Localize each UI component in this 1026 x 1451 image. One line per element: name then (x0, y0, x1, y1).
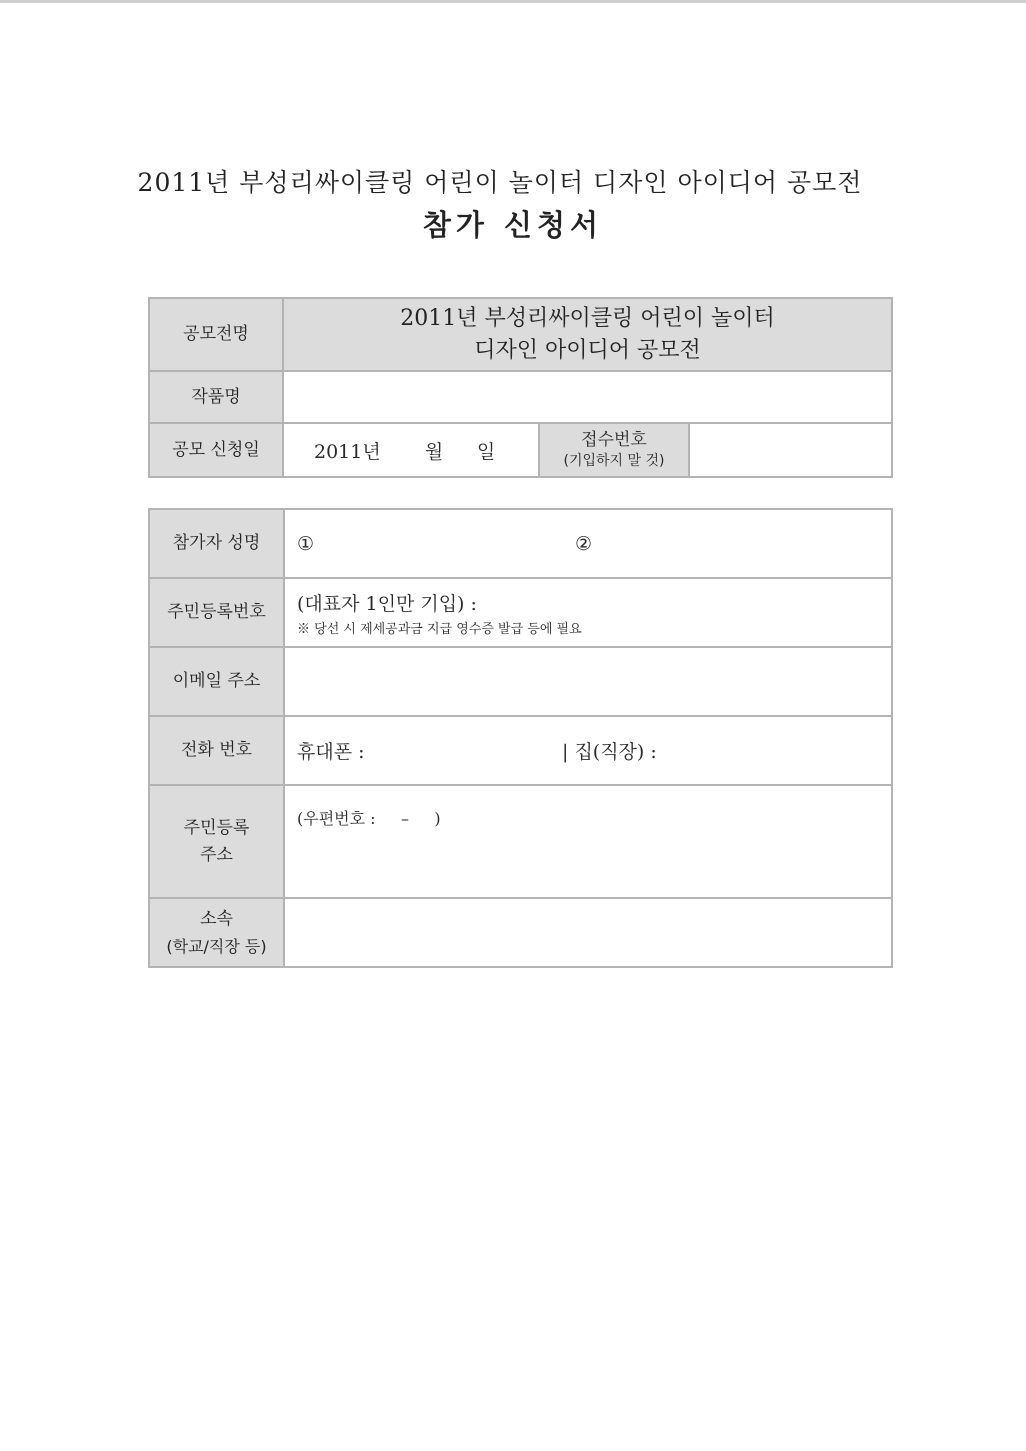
work-title-field[interactable] (283, 371, 892, 423)
apply-date-year: 2011년 (314, 440, 381, 463)
receipt-number-title: 접수번호 (581, 430, 647, 450)
applicant-marker-1: ① (297, 532, 315, 555)
apply-date-field[interactable] (283, 423, 539, 477)
applicant-marker-2: ② (575, 532, 593, 555)
email-label: 이메일 주소 (149, 647, 284, 716)
affiliation-field[interactable] (284, 898, 892, 967)
document-title: 2011년 부성리싸이클링 어린이 놀이터 디자인 아이디어 공모전 (137, 168, 863, 197)
contest-name-label: 공모전명 (149, 298, 283, 371)
rrn-label: 주민등록번호 (149, 578, 284, 647)
address-label-line2: 주소 (200, 844, 233, 865)
address-label (149, 785, 284, 898)
contest-name-line2: 디자인 아이디어 공모전 (474, 337, 701, 363)
email-field[interactable] (284, 647, 892, 716)
address-label-line1: 주민등록 (183, 817, 250, 838)
contest-info-table (148, 297, 893, 478)
phone-mobile-label: 휴대폰 : (297, 741, 365, 763)
apply-date-label: 공모 신청일 (149, 423, 283, 477)
phone-label: 전화 번호 (149, 716, 284, 785)
receipt-number-note: (기입하지 말 것) (563, 453, 665, 469)
applicant-info-table (148, 508, 893, 968)
receipt-number-field (689, 423, 892, 477)
apply-date-month: 월 (424, 440, 444, 463)
applicant-name-label: 참가자 성명 (149, 509, 284, 578)
address-field[interactable] (284, 785, 892, 898)
work-title-label: 작품명 (149, 371, 283, 423)
apply-date-day: 일 (476, 440, 496, 463)
affiliation-label (149, 898, 284, 967)
rrn-field[interactable] (284, 578, 892, 647)
rrn-note: ※ 당선 시 제세공과금 지급 영수증 발급 등에 필요 (297, 621, 582, 637)
contest-name-line1: 2011년 부성리싸이클링 어린이 놀이터 (400, 305, 775, 331)
contest-name-value (283, 298, 892, 371)
affiliation-label-line2: (학교/직장 등) (166, 936, 267, 956)
applicant-name-field[interactable] (284, 509, 892, 578)
phone-field[interactable] (284, 716, 892, 785)
document-subtitle: 참가 신청서 (422, 208, 604, 242)
rrn-instruction: (대표자 1인만 기입) : (297, 592, 477, 615)
page-top-edge (0, 0, 1026, 3)
phone-home-label: | 집(직장) : (562, 741, 657, 763)
receipt-number-label (539, 423, 689, 477)
postal-code-label: (우편번호 : – ) (297, 809, 441, 828)
affiliation-label-line1: 소속 (200, 908, 233, 929)
